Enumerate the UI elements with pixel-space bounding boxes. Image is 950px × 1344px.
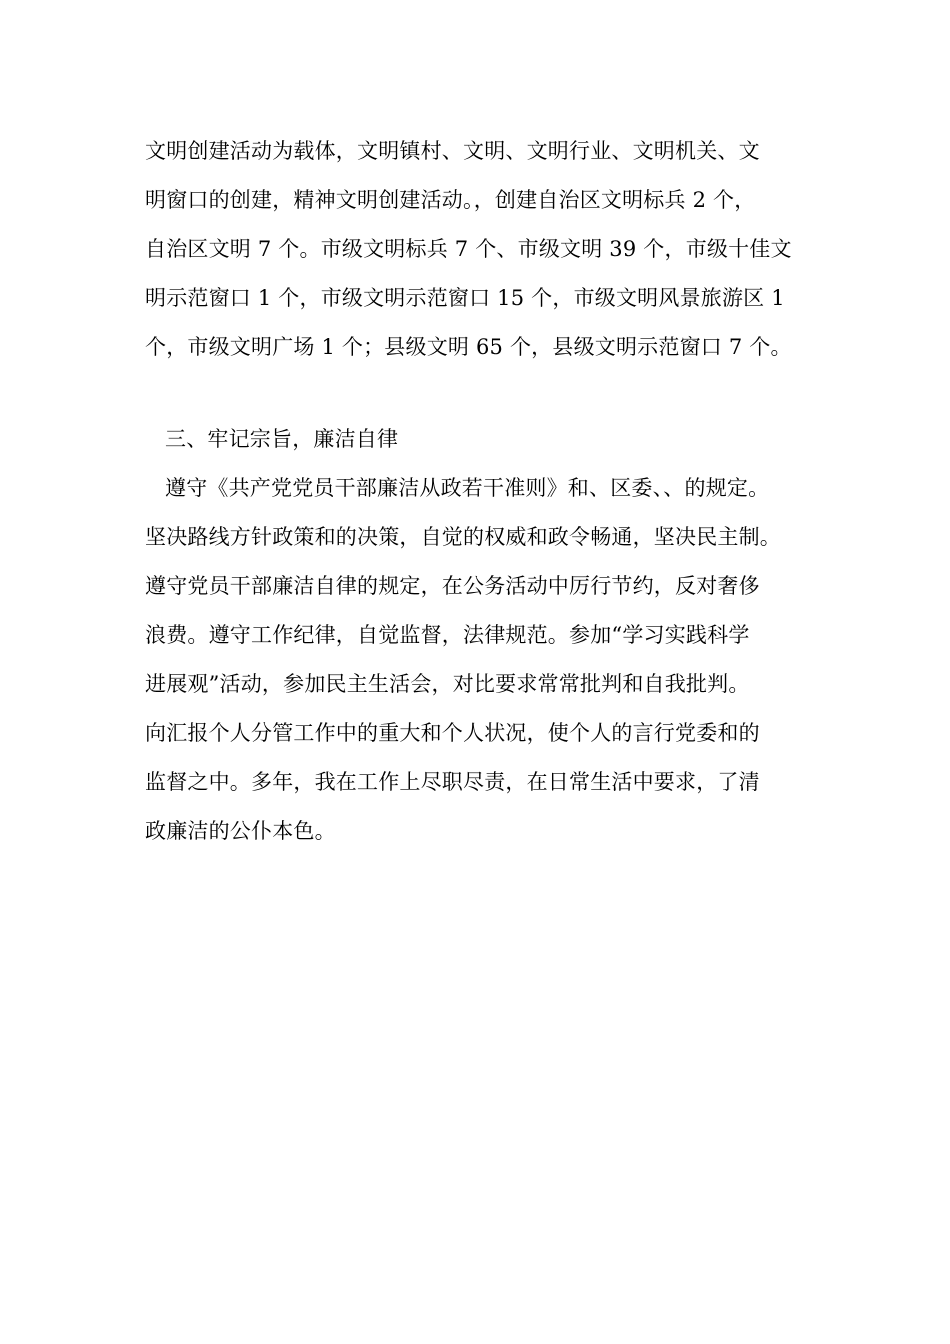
text-line: 进展观”活动，参加民主生活会，对比要求常常批判和自我批判。	[145, 672, 750, 696]
text-line: 个，市级文明广场 1 个；县级文明 65 个，县级文明示范窗口 7 个。	[145, 335, 792, 359]
text-line: 文明创建活动为载体，文明镇村、文明、文明行业、文明机关、文	[145, 139, 760, 163]
text-line: 监督之中。多年，我在工作上尽职尽责，在日常生活中要求，了清	[145, 770, 760, 794]
text-line: 浪费。遵守工作纪律，自觉监督，法律规范。参加“学习实践科学	[145, 623, 750, 647]
document-body	[145, 127, 825, 856]
text-line: 遵守《共产党党员干部廉洁从政若干准则》和、区委、、的规定。	[165, 476, 770, 500]
text-line: 明窗口的创建，精神文明创建活动。，创建自治区文明标兵 2 个，	[145, 188, 756, 212]
text-line: 明示范窗口 1 个，市级文明示范窗口 15 个，市级文明风景旅游区 1	[145, 286, 785, 310]
text-line: 坚决路线方针政策和的决策，自觉的权威和政令畅通，坚决民主制。	[145, 525, 781, 549]
text-line: 向汇报个人分管工作中的重大和个人状况，使个人的言行党委和的	[145, 721, 760, 745]
paragraph-civilization-creation	[145, 127, 825, 372]
paragraph-gap	[145, 372, 825, 415]
text-line: 自治区文明 7 个。市级文明标兵 7 个、市级文明 39 个，市级十佳文	[145, 237, 792, 261]
section-heading: 三、牢记宗旨，廉洁自律	[165, 427, 399, 451]
text-line: 政廉洁的公仆本色。	[145, 819, 336, 843]
paragraph-integrity	[145, 464, 825, 856]
text-line: 遵守党员干部廉洁自律的规定，在公务活动中厉行节约，反对奢侈	[145, 574, 760, 598]
